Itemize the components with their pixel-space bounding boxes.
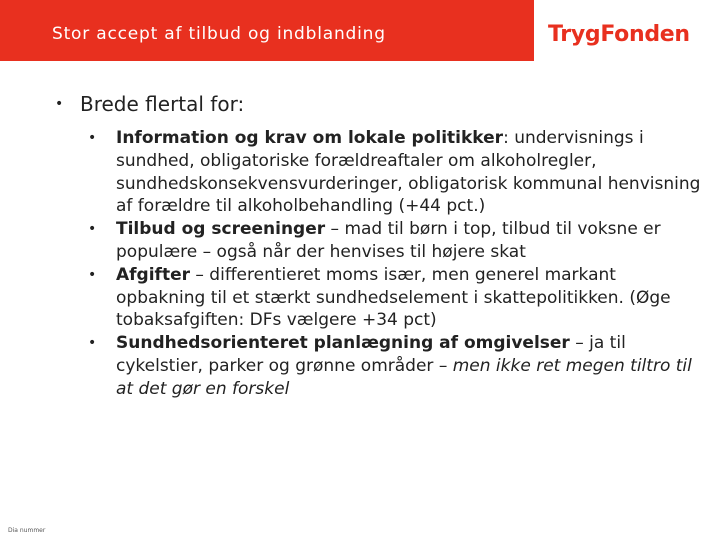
- list-item-afgifter: [88, 264, 703, 332]
- item-text: – mad til børn i top, tilbud til voksne er populære – også når der henvises til højere skat: [116, 219, 661, 262]
- trygfonden-logo: TrygFonden: [548, 22, 690, 47]
- bullet-icon: •: [88, 221, 97, 238]
- item-text: – ja til cykelstier, parker og grønne områder –: [116, 333, 626, 376]
- bullet-icon: •: [55, 96, 64, 112]
- list-item-information: [88, 127, 703, 218]
- sub-bullet-list: [88, 127, 703, 401]
- bullet-icon: •: [88, 335, 97, 352]
- list-item-planlaegning: [88, 332, 703, 400]
- level1-text: Brede flertal for:: [80, 92, 245, 116]
- bullet-icon: •: [88, 130, 97, 146]
- item-heading: Tilbud og screeninger: [116, 219, 326, 240]
- slide-number-label: Dia nummer: [8, 527, 46, 534]
- item-heading: Information og krav om lokale politikker: [116, 128, 504, 148]
- item-heading: Afgifter: [116, 264, 190, 285]
- item-text: – differentieret moms især, men generel markant opbakning til et stærkt sundhedselement i skattepolitikken. (Øge tobaksafgiften: DFs vælgere +34 pct): [116, 264, 671, 331]
- bullet-icon: •: [88, 266, 97, 283]
- item-heading: Sundhedsorienteret planlægning af omgivelser: [116, 333, 570, 354]
- slide-title: Stor accept af tilbud og indblanding: [52, 24, 386, 44]
- level1-bullet-item: [55, 92, 244, 116]
- item-italic-text: men ikke ret megen tiltro til at det gør en forskel: [116, 355, 692, 399]
- item-text: : undervisnings i sundhed, obligatoriske forældreaftaler om alkoholregler, sundhedskonsekvensvurderinger, obligatorisk kommunal henvisning af forældre til alkoholbehandling (+44 pct.): [116, 128, 701, 217]
- list-item-tilbud: [88, 218, 703, 264]
